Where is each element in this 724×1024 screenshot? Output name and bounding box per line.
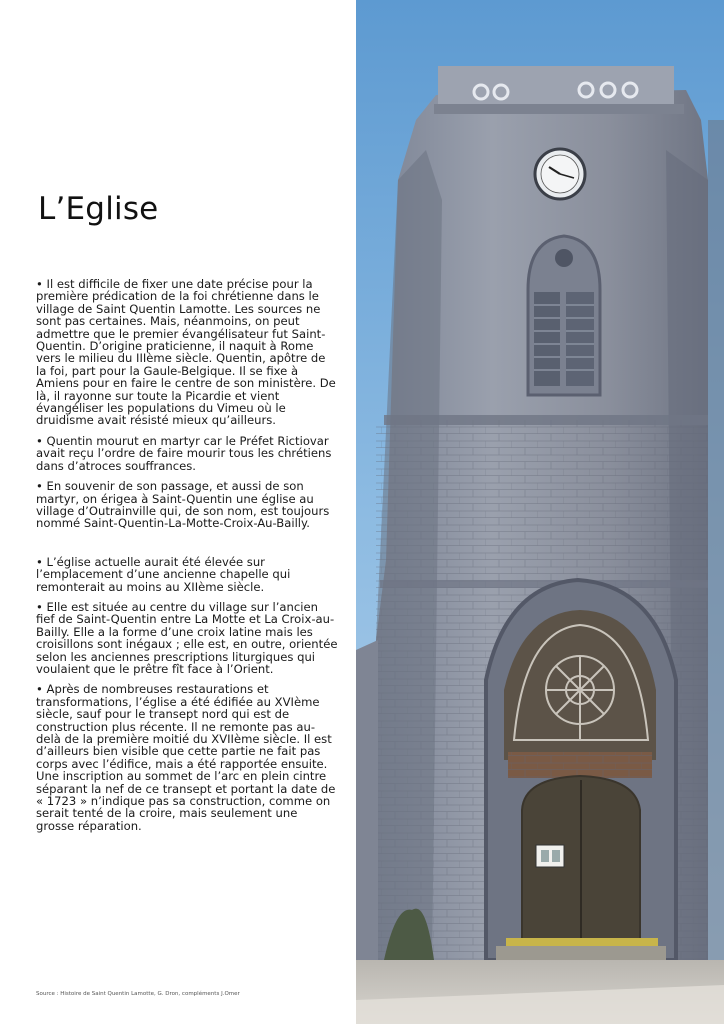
text-column [0, 0, 356, 1024]
body-text [36, 278, 338, 840]
paragraph: • Quentin mourut en martyr car le Préfet Rictiovar avait reçu l’ordre de faire mourir tous les chrétiens dans d’atroces souffrances. [36, 433, 332, 473]
source-caption: Source : Histoire de Saint Quentin Lamotte, G. Dron, compléments J.Omer [36, 991, 240, 997]
clock-icon [535, 149, 585, 199]
paragraph: • En souvenir de son passage, et aussi de son martyr, on érigea à Saint-Quentin une église au village d’Outrainville qui, de son nom, est toujours nommé Saint-Quentin-La-Motte-Croix-Au-Bailly. [36, 479, 330, 531]
paragraph: • Il est difficile de fixer une date précise pour la première prédication de la foi chrétienne dans le village de Saint Quentin Lamotte. Les sources ne sont pas certaines. Mais, néanmoins, on peut admettre que le premier évangélisateur fut Saint-Quentin. D’origine praticienne, il naquit à Rome vers le milieu du IIIème siècle. Quentin, apôtre de la foi, part pour la Gaule-Belgique. Il se fixe à Amiens pour en faire le centre de son ministère. De là, il rayonne sur toute la Picardie et vient évangéliser les populations du Vimeu où le druidisme avait résisté mieux qu’ailleurs. [36, 277, 336, 428]
paragraph: • Elle est située au centre du village sur l’ancien fief de Saint-Quentin entre La Motte et La Croix-au-Bailly. Elle a la forme d’une croix latine mais les croisillons sont inégaux ; elle est, en outre, orientée selon les anciennes prescriptions liturgiques qui voulaient que le prêtre fît face à l’Orient. [36, 599, 338, 676]
church-tower-photo [356, 0, 724, 1024]
paragraph: • L’église actuelle aurait été élevée sur l’emplacement d’une ancienne chapelle qui remonterait au moins au XIIème siècle. [36, 554, 291, 594]
paragraph: • Après de nombreuses restaurations et transformations, l’église a été édifiée au XVIème siècle, sauf pour le transept nord qui est de construction plus récente. Il ne remonte pas au-delà de la première moitié du XVIIème siècle. Il est d’ailleurs bien visible que cette partie ne fait pas corps avec l’édifice, mais a été rapportée ensuite. Une inscription au sommet de l’arc en plein cintre séparant la nef de ce transept et portant la date de « 1723 » n’indique pas sa construction, comme on serait tenté de la croire, mais seulement une grosse réparation. [36, 682, 336, 833]
page-title: L’Eglise [38, 190, 159, 227]
balustrade [438, 66, 674, 108]
